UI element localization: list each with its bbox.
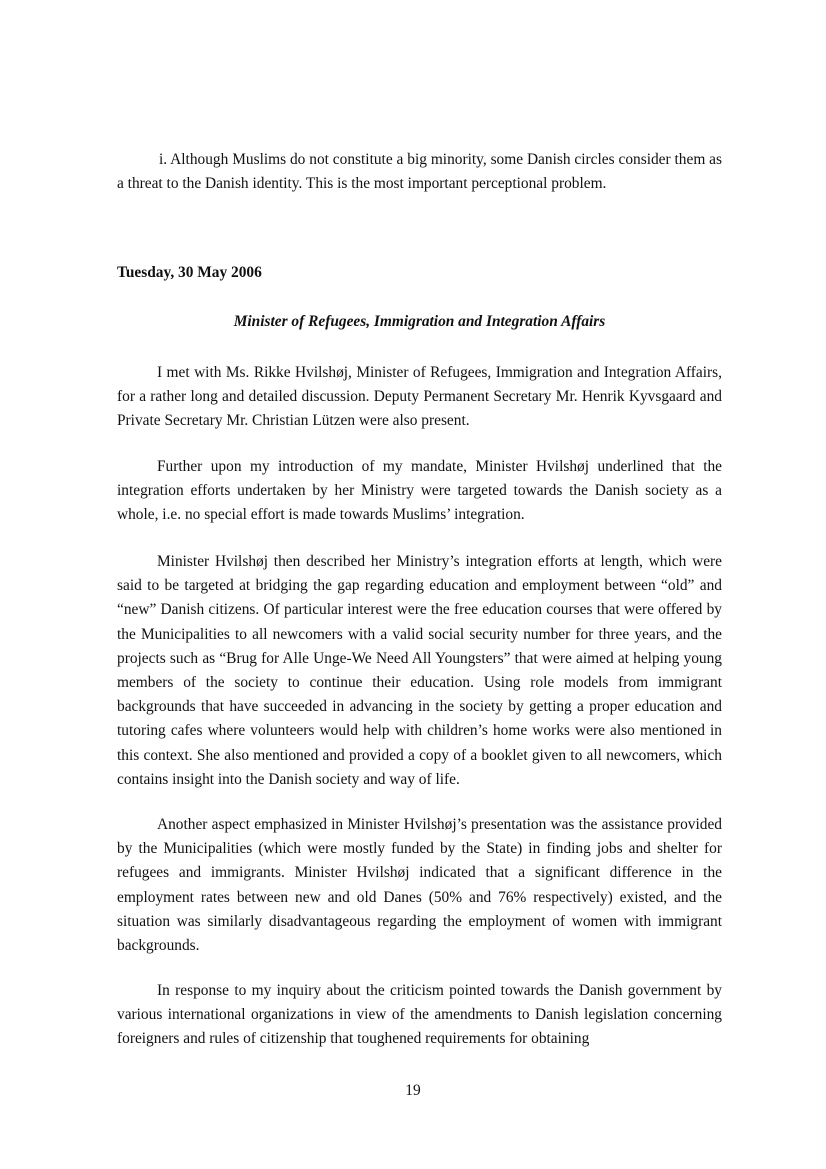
page-number: 19 [405,1082,421,1099]
paragraph-meeting: I met with Ms. Rikke Hvilshøj, Minister of Refugees, Immigration and Integration Affairs, for a rather long and detailed discussion. Deputy Permanent Secretary Mr. Henrik Kyvsgaard and Private Secretary Mr. Christian Lützen were also present. [117,364,722,430]
date-heading: Tuesday, 30 May 2006 [117,264,262,281]
section-title: Minister of Refugees, Immigration and Integration Affairs [233,313,606,330]
paragraph-mandate: Further upon my introduction of my mandate, Minister Hvilshøj underlined that the integration efforts undertaken by her Ministry were targeted towards the Danish society as a whole, i.e. no special effort is made towards Muslims’ integration. [117,458,722,524]
paragraph-municipalities: Another aspect emphasized in Minister Hvilshøj’s presentation was the assistance provided by the Municipalities (which were mostly funded by the State) in finding jobs and shelter for refugees and immigrants. Minister Hvilshøj indicated that a significant difference in the employment rates between new and old Danes (50% and 76% respectively) existed, and the situation was similarly disadvantageous regarding the employment of women with immigrant backgrounds. [117,816,722,955]
list-item-i: i. Although Muslims do not constitute a big minority, some Danish circles consider them as a threat to the Danish identity. This is the most important perceptional problem. [117,151,722,193]
paragraph-integration-efforts: Minister Hvilshøj then described her Ministry’s integration efforts at length, which were said to be targeted at bridging the gap regarding education and employment between “old” and “new” Danish citizens. Of particular interest were the free education courses that were offered by the Municipalities to all newcomers with a valid social security number for three years, and the projects such as “Brug for Alle Unge-We Need All Youngsters” that were aimed at helping young members of the society to continue their education. Using role models from immigrant backgrounds that have succeeded in advancing in the society by getting a proper education and tutoring cafes where volunteers would help with children’s home works were also mentioned in this context. She also mentioned and provided a copy of a booklet given to all newcomers, which contains insight into the Danish society and way of life. [117,553,722,788]
paragraph-criticism: In response to my inquiry about the criticism pointed towards the Danish government by various international organizations in view of the amendments to Danish legislation concerning foreigners and rules of citizenship that toughened requirements for obtaining [117,982,722,1048]
